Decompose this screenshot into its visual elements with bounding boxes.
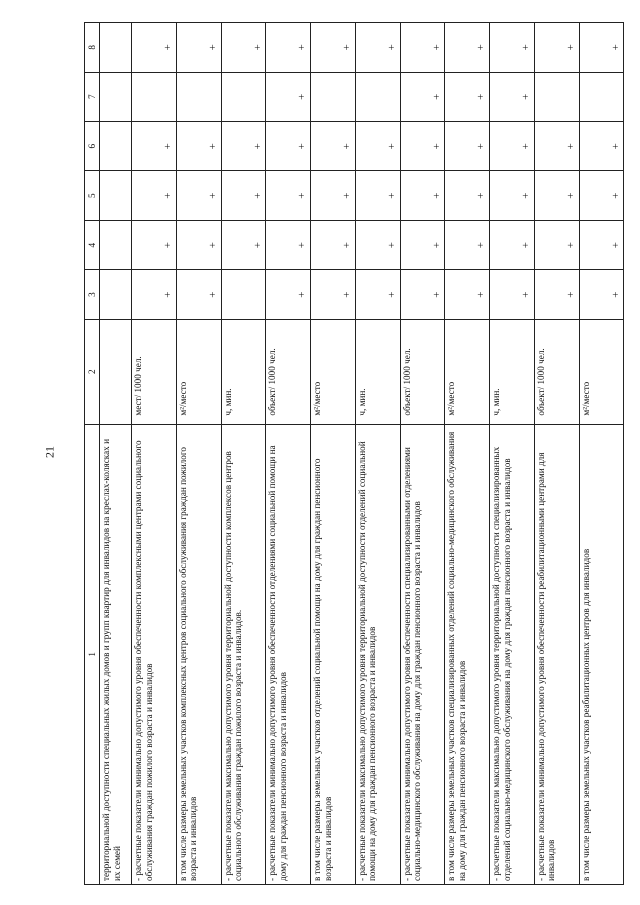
applicability-mark: + bbox=[534, 220, 579, 269]
applicability-mark bbox=[100, 220, 132, 269]
applicability-mark: + bbox=[400, 72, 445, 121]
table-row bbox=[400, 23, 445, 885]
applicability-mark: + bbox=[221, 121, 266, 170]
applicability-mark bbox=[100, 270, 132, 319]
column-header: 2 bbox=[85, 319, 100, 424]
column-header: 5 bbox=[85, 171, 100, 220]
unit-of-measure: ч, мин. bbox=[221, 319, 266, 424]
column-header: 4 bbox=[85, 220, 100, 269]
applicability-mark bbox=[176, 72, 221, 121]
applicability-mark: + bbox=[445, 121, 490, 170]
applicability-mark: + bbox=[355, 270, 400, 319]
column-header: 3 bbox=[85, 270, 100, 319]
indicator-description: - расчетные показатели минимально допустимого уровня обеспеченности реабилитационными центрами для инвалидов bbox=[534, 424, 579, 884]
applicability-mark: + bbox=[266, 72, 311, 121]
table-row bbox=[100, 23, 132, 885]
applicability-mark: + bbox=[221, 23, 266, 73]
applicability-mark: + bbox=[176, 121, 221, 170]
applicability-mark: + bbox=[534, 270, 579, 319]
applicability-mark: + bbox=[221, 171, 266, 220]
applicability-mark bbox=[100, 121, 132, 170]
applicability-mark: + bbox=[176, 270, 221, 319]
indicator-description: - расчетные показатели минимально допустимого уровня обеспеченности специализированными отделениями социально-медицинского обслуживания на дому для граждан пенсионного возраста и инвалидов bbox=[400, 424, 445, 884]
applicability-mark bbox=[100, 72, 132, 121]
applicability-mark: + bbox=[311, 270, 356, 319]
table-row bbox=[176, 23, 221, 885]
applicability-mark: + bbox=[400, 220, 445, 269]
applicability-mark: + bbox=[132, 121, 177, 170]
applicability-mark bbox=[100, 23, 132, 73]
applicability-mark: + bbox=[311, 23, 356, 73]
indicator-description: в том числе размеры земельных участков реабилитационных центров для инвалидов bbox=[579, 424, 624, 884]
applicability-mark: + bbox=[445, 220, 490, 269]
applicability-mark: + bbox=[490, 72, 535, 121]
applicability-mark: + bbox=[176, 23, 221, 73]
indicator-description: - расчетные показатели минимально допустимого уровня обеспеченности комплексными центрами социального обслуживания граждан пожилого возраста и инвалидов bbox=[132, 424, 177, 884]
indicator-description: - расчетные показатели минимально допустимого уровня обеспеченности отделениями социальной помощи на дому для граждан пенсионного возраста и инвалидов bbox=[266, 424, 311, 884]
unit-of-measure: м²/место bbox=[579, 319, 624, 424]
table-row bbox=[221, 23, 266, 885]
indicator-description: территориальной доступности специальных жилых домов и групп квартир для инвалидов на креслах-колясках и их семей bbox=[100, 424, 132, 884]
unit-of-measure: объект/ 1000 чел. bbox=[534, 319, 579, 424]
unit-of-measure: м²/место bbox=[311, 319, 356, 424]
applicability-mark bbox=[132, 72, 177, 121]
applicability-mark: + bbox=[355, 121, 400, 170]
applicability-mark bbox=[221, 270, 266, 319]
indicator-description: в том числе размеры земельных участков комплексных центров социального обслуживания граждан пожилого возраста и инвалидов bbox=[176, 424, 221, 884]
unit-of-measure: объект/ 1000 чел. bbox=[400, 319, 445, 424]
applicability-mark: + bbox=[311, 121, 356, 170]
applicability-mark: + bbox=[400, 23, 445, 73]
applicability-mark: + bbox=[176, 220, 221, 269]
applicability-mark: + bbox=[400, 270, 445, 319]
table-row bbox=[490, 23, 535, 885]
applicability-mark: + bbox=[266, 121, 311, 170]
applicability-mark: + bbox=[221, 220, 266, 269]
table-row bbox=[311, 23, 356, 885]
table-row bbox=[534, 23, 579, 885]
applicability-mark: + bbox=[490, 220, 535, 269]
table-row bbox=[355, 23, 400, 885]
unit-of-measure: м²/место bbox=[445, 319, 490, 424]
column-header: 8 bbox=[85, 23, 100, 73]
table-row bbox=[445, 23, 490, 885]
applicability-mark: + bbox=[266, 171, 311, 220]
applicability-mark bbox=[534, 72, 579, 121]
applicability-mark: + bbox=[445, 171, 490, 220]
applicability-mark: + bbox=[534, 121, 579, 170]
applicability-mark: + bbox=[579, 23, 624, 73]
unit-of-measure: ч, мин. bbox=[490, 319, 535, 424]
page-number: 21 bbox=[42, 446, 57, 458]
table-header-row bbox=[85, 23, 100, 885]
applicability-mark: + bbox=[355, 23, 400, 73]
applicability-mark: + bbox=[490, 23, 535, 73]
unit-of-measure: объект/ 1000 чел. bbox=[266, 319, 311, 424]
table-row bbox=[132, 23, 177, 885]
applicability-mark: + bbox=[400, 121, 445, 170]
applicability-mark: + bbox=[132, 220, 177, 269]
applicability-mark: + bbox=[490, 171, 535, 220]
applicability-mark: + bbox=[534, 23, 579, 73]
unit-of-measure: мест/ 1000 чел. bbox=[132, 319, 177, 424]
applicability-mark: + bbox=[579, 220, 624, 269]
norms-table bbox=[84, 22, 624, 885]
applicability-mark: + bbox=[445, 72, 490, 121]
applicability-mark: + bbox=[266, 23, 311, 73]
unit-of-measure: ч, мин. bbox=[355, 319, 400, 424]
column-header: 7 bbox=[85, 72, 100, 121]
indicator-description: - расчетные показатели максимально допустимого уровня территориальной доступности отделений социальной помощи на дому для граждан пенсионного возраста и инвалидов bbox=[355, 424, 400, 884]
applicability-mark: + bbox=[490, 270, 535, 319]
applicability-mark: + bbox=[579, 171, 624, 220]
applicability-mark bbox=[579, 72, 624, 121]
applicability-mark: + bbox=[579, 270, 624, 319]
applicability-mark bbox=[221, 72, 266, 121]
column-header: 6 bbox=[85, 121, 100, 170]
table-row bbox=[579, 23, 624, 885]
applicability-mark: + bbox=[311, 171, 356, 220]
applicability-mark: + bbox=[266, 270, 311, 319]
applicability-mark bbox=[311, 72, 356, 121]
applicability-mark: + bbox=[445, 270, 490, 319]
indicator-description: - расчетные показатели максимально допустимого уровня территориальной доступности комплексов центров социального обслуживания граждан пожилого возраста и инвалидов. bbox=[221, 424, 266, 884]
applicability-mark: + bbox=[132, 23, 177, 73]
table-row bbox=[266, 23, 311, 885]
unit-of-measure: м²/место bbox=[176, 319, 221, 424]
applicability-mark bbox=[100, 171, 132, 220]
applicability-mark bbox=[355, 72, 400, 121]
applicability-mark: + bbox=[355, 220, 400, 269]
applicability-mark: + bbox=[534, 171, 579, 220]
rotated-table-wrapper bbox=[84, 22, 622, 885]
applicability-mark: + bbox=[490, 121, 535, 170]
applicability-mark: + bbox=[400, 171, 445, 220]
table-body bbox=[100, 23, 624, 885]
applicability-mark: + bbox=[445, 23, 490, 73]
indicator-description: в том числе размеры земельных участков отделений социальной помощи на дому для граждан пенсионного возраста и инвалидов bbox=[311, 424, 356, 884]
applicability-mark: + bbox=[176, 171, 221, 220]
applicability-mark: + bbox=[266, 220, 311, 269]
indicator-description: - расчетные показатели максимально допустимого уровня территориальной доступности специализированных отделений социально-медицинского обслуживания на дому для граждан пенсионного возраста и инвалидов bbox=[490, 424, 535, 884]
applicability-mark: + bbox=[579, 121, 624, 170]
unit-of-measure bbox=[100, 319, 132, 424]
applicability-mark: + bbox=[132, 171, 177, 220]
applicability-mark: + bbox=[355, 171, 400, 220]
indicator-description: в том числе размеры земельных участков специализированных отделений социально-медицинского обслуживания на дому для граждан пенсионного возраста и инвалидов bbox=[445, 424, 490, 884]
applicability-mark: + bbox=[132, 270, 177, 319]
column-header: 1 bbox=[85, 424, 100, 884]
applicability-mark: + bbox=[311, 220, 356, 269]
